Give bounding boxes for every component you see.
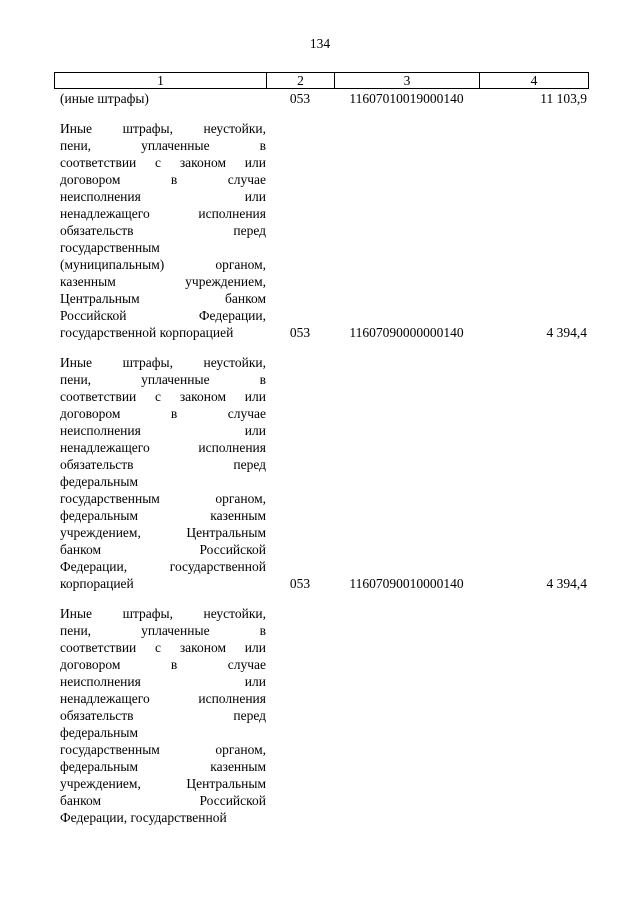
description-line: ненадлежащего исполнения [60,206,266,221]
page-number: 134 [309,36,331,51]
description-line: (муниципальным) органом, [60,257,266,272]
description-line: банком Российской [60,542,266,557]
row-amount: 4 394,4 [546,576,587,591]
description-line: договором в случае [60,406,266,421]
description-line: соответствии с законом или [60,640,266,655]
description-line: государственным органом, [60,491,266,506]
description-line: договором в случае [60,657,266,672]
row-amount: 11 103,9 [540,91,587,106]
description-line: неисполнения или [60,189,266,204]
header-col-1: 1 [55,73,267,88]
row-code: 053 [289,325,311,340]
description-line: государственным [60,240,160,255]
description-line: соответствии с законом или [60,155,266,170]
row-description [60,354,266,592]
table-row [54,120,589,341]
row-amount: 4 394,4 [546,325,587,340]
table-row [54,605,589,826]
row-description [60,90,266,107]
description-line: пени, уплаченные в [60,623,266,638]
row-kbk: 11607090010000140 [349,576,464,591]
description-line: Иные штрафы, неустойки, [60,121,266,136]
description-line: корпорацией [60,576,134,591]
description-line: обязательств перед [60,708,266,723]
row-description [60,605,266,826]
table-header [54,72,589,89]
header-col-3: 3 [335,73,480,88]
description-line: государственной корпорацией [60,325,234,340]
row-kbk: 11607010019000140 [349,91,464,106]
table-row [54,354,589,592]
row-code: 053 [289,91,311,106]
description-line: пени, уплаченные в [60,138,266,153]
description-line: Российской Федерации, [60,308,266,323]
header-col-4: 4 [530,73,538,88]
row-description [60,120,266,341]
description-line: Иные штрафы, неустойки, [60,355,266,370]
description-line: Федерации, государственной [60,559,266,574]
description-line: федеральным [60,725,139,740]
row-kbk: 11607090000000140 [349,325,464,340]
description-line: Федерации, государственной [60,810,227,825]
description-line: казенным учреждением, [60,274,266,289]
table-body [54,90,589,826]
header-col-2: 2 [267,73,335,88]
description-line: неисполнения или [60,423,266,438]
description-line: федеральным казенным [60,508,266,523]
description-line: учреждением, Центральным [60,525,266,540]
table-row [54,90,589,107]
description-line: федеральным [60,474,139,489]
description-line: учреждением, Центральным [60,776,266,791]
description-line: федеральным казенным [60,759,266,774]
description-line: (иные штрафы) [60,91,149,106]
description-line: Центральным банком [60,291,266,306]
description-line: неисполнения или [60,674,266,689]
description-line: обязательств перед [60,223,266,238]
description-line: ненадлежащего исполнения [60,691,266,706]
description-line: государственным органом, [60,742,266,757]
description-line: Иные штрафы, неустойки, [60,606,266,621]
description-line: банком Российской [60,793,266,808]
description-line: ненадлежащего исполнения [60,440,266,455]
description-line: договором в случае [60,172,266,187]
description-line: обязательств перед [60,457,266,472]
description-line: пени, уплаченные в [60,372,266,387]
description-line: соответствии с законом или [60,389,266,404]
row-code: 053 [289,576,311,591]
